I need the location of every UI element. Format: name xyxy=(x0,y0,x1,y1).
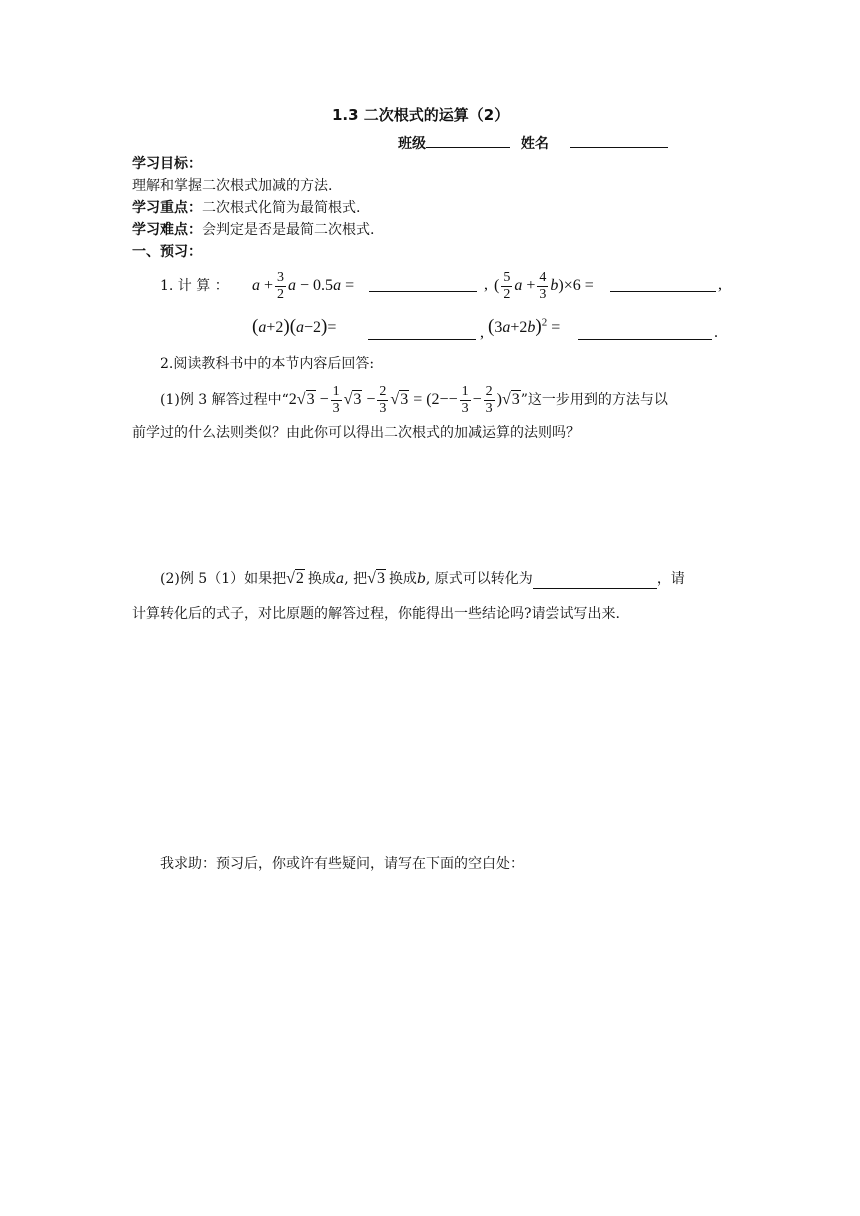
q1-expr-4: $(3a+2b)^2$ = xyxy=(488,316,561,337)
preview-heading: 一、预习： xyxy=(132,244,202,260)
q2-2-end: ，请 xyxy=(656,571,685,587)
q1-blank-4[interactable] xyxy=(578,324,712,340)
key-text: 二次根式化简为最简根式. xyxy=(202,200,361,216)
q2-2-mid3: 换成 xyxy=(388,571,417,587)
comma-2: , xyxy=(718,276,722,293)
q2-2-after: , 原式可以转化为 xyxy=(425,571,533,587)
q2-2-a: a xyxy=(335,571,345,587)
q2-1-before: (1)例 3 解答过程中“ xyxy=(160,392,289,408)
q2-intro: 2.阅读教科书中的本节内容后回答: xyxy=(160,356,375,372)
q2-2-before: (2)例 5（1）如果把 xyxy=(160,571,287,587)
q1-expr-2: ( $\frac{5}{2}$ a + $\frac{4}{3}$ b )×6 = xyxy=(494,269,598,302)
q1-expr-1: a + $\frac{3}{2}$ a − 0.5 a = xyxy=(252,269,359,302)
sqrt3-symbol: √3 xyxy=(367,570,385,587)
class-name-line xyxy=(398,132,668,153)
name-label: 姓名 xyxy=(520,136,549,152)
q2-2-line xyxy=(160,569,685,589)
name-blank[interactable] xyxy=(570,132,668,148)
q2-2-mid1: 换成 xyxy=(307,571,336,587)
q2-2-mid2: , 把 xyxy=(344,571,368,587)
goal-text: 理解和掌握二次根式加减的方法. xyxy=(132,178,333,194)
q2-2-b: b xyxy=(416,571,426,587)
q1-blank-2[interactable] xyxy=(610,276,716,292)
class-label: 班级 xyxy=(398,136,426,152)
q1-blank-3[interactable] xyxy=(368,324,476,340)
key-label: 学习重点： xyxy=(132,200,202,216)
difficulty-label: 学习难点： xyxy=(132,222,202,238)
q2-1-line xyxy=(160,378,668,422)
q2-2-blank[interactable] xyxy=(533,573,657,589)
key-point-line xyxy=(132,198,360,218)
q2-1-after: ”这一步用到的方法与以 xyxy=(520,392,668,408)
goal-label: 学习目标： xyxy=(132,156,202,172)
period-1: . xyxy=(714,324,718,341)
class-blank[interactable] xyxy=(426,132,510,148)
q2-2-line2: 计算转化后的式子，对比原题的解答过程，你能得出一些结论吗?请尝试写出来. xyxy=(132,606,620,622)
difficulty-line xyxy=(132,220,374,240)
comma-3: , xyxy=(480,324,484,341)
comma-1: , xyxy=(484,276,488,293)
q1-blank-1[interactable] xyxy=(369,276,477,292)
q1-label: 1. 计 算 ： xyxy=(160,278,229,294)
q1-expr-3: (a+2)(a−2)= xyxy=(252,316,337,337)
q2-1-formula: 2 √3 − $\frac{1}{3}$ √3 − $\frac{2}{3}$ √3 = (2−− $\frac{1}{3}$ − $\frac{2}{3}$ ) √3 xyxy=(288,383,520,416)
page-title: 1.3 二次根式的运算（2） xyxy=(332,106,510,124)
help-text: 我求助：预习后，你或许有些疑问，请写在下面的空白处： xyxy=(160,856,524,872)
q2-1-line2: 前学过的什么法则类似？由此你可以得出二次根式的加减运算的法则吗？ xyxy=(132,425,580,441)
difficulty-text: 会判定是否是最简二次根式. xyxy=(202,222,375,238)
sqrt2-symbol: √2 xyxy=(286,570,304,587)
